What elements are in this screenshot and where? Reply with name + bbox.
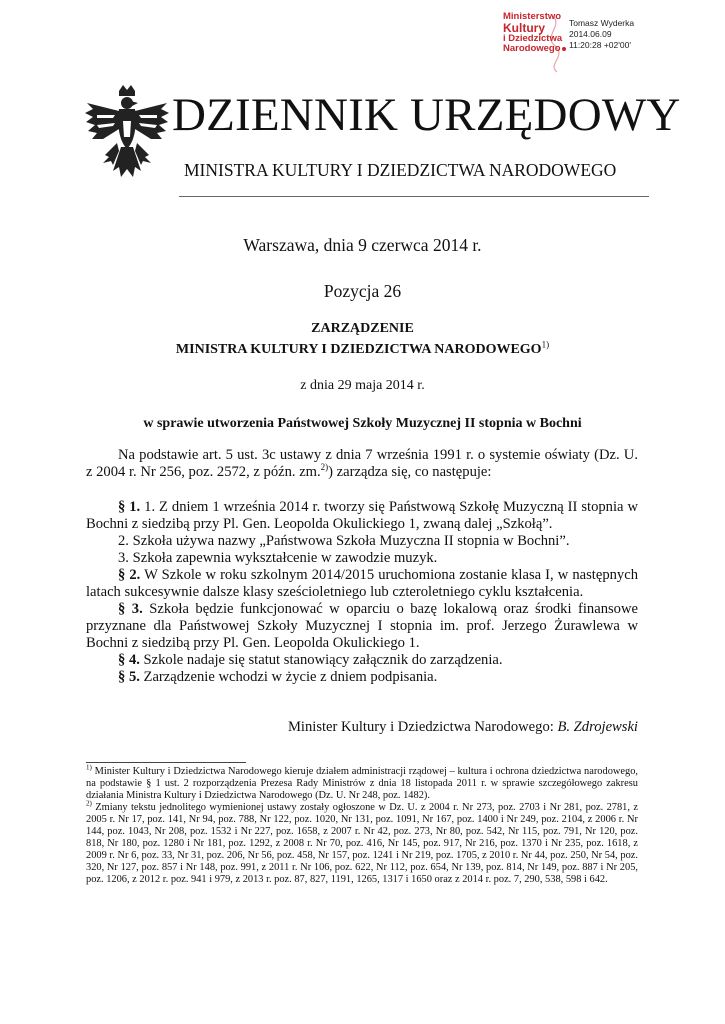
ministry-logo-line: Ministerstwo	[503, 11, 562, 22]
ministry-logo-line: Kultury	[503, 21, 545, 35]
footnote-ref: 1)	[541, 339, 550, 350]
section-text: Szkole nadaje się statut stanowiący załącznik do zarządzenia.	[139, 652, 503, 668]
signature-date: 2014.06.09	[569, 29, 612, 39]
ministry-logo-line: Narodowego	[503, 43, 561, 54]
section-paragraph	[86, 550, 638, 567]
position-number: Pozycja 26	[323, 281, 402, 301]
section-paragraph	[86, 652, 638, 669]
logo-dot-icon	[562, 47, 566, 51]
signer-name: Tomasz Wyderka	[569, 18, 635, 28]
section-text: 1. Z dniem 1 września 2014 r. tworzy się Państwową Szkołę Muzyczną II stopnia w Bochni z siedzibą przy Pl. Gen. Leopolda Okulickiego 1, zwaną dalej „Szkołą”.	[86, 499, 638, 532]
section-paragraph	[86, 533, 638, 550]
footnote-mark: 1)	[86, 763, 92, 772]
section-text: 3. Szkoła zapewnia wykształcenie w zawodzie muzyk.	[118, 550, 438, 566]
signature-line	[288, 719, 638, 736]
footnote-mark: 2)	[86, 799, 92, 808]
footnote	[86, 763, 638, 802]
journal-title: DZIENNIK URZĘDOWY	[172, 89, 681, 141]
header-divider	[179, 196, 649, 197]
footnote-text: Zmiany tekstu jednolitego wymienionej ustawy zostały ogłoszone w Dz. U. z 2004 r. Nr 273, poz. 2703 i Nr 281, poz. 2781, z 2005 r. Nr 17, poz. 141, Nr 94, poz. 788, Nr 122, poz. 1020, Nr 131, poz. 1091, Nr 167, poz. 1400 i Nr 249, poz. 2104, z 2006 r. Nr 144, poz. 1043, Nr 208, poz. 1532 i Nr 227, poz. 1658, z 2007 r. Nr 42, poz. 273, Nr 80, poz. 542, Nr 115, poz. 791, Nr 120, poz. 818, Nr 180, poz. 1280 i Nr 181, poz. 1292, z 2008 r. Nr 70, poz. 416, Nr 145, poz. 917, Nr 216, poz. 1370 i Nr 235, poz. 1618, z 2009 r. Nr 6, poz. 33, Nr 31, poz. 206, Nr 56, poz. 458, Nr 157, poz. 1241 i Nr 219, poz. 1705, z 2010 r. Nr 44, poz. 250, Nr 54, poz. 320, Nr 127, poz. 857 i Nr 148, poz. 991, z 2011 r. Nr 106, poz. 622, Nr 112, poz. 654, Nr 139, poz. 814, Nr 149, poz. 887 i Nr 205, poz. 1206, z 2012 r. poz. 941 i 979, z 2013 r. poz. 87, 827, 1191, 1265, 1317 i 1650 oraz z 2014 r. poz. 7, 290, 538, 598 i 642.	[86, 802, 638, 885]
section-mark: § 4.	[118, 652, 140, 668]
footnotes	[86, 763, 638, 886]
act-sections	[86, 499, 638, 686]
section-paragraph	[86, 567, 638, 601]
signatory-name: B. Zdrojewski	[557, 719, 638, 735]
intro-text-end: ) zarządza się, co następuje:	[328, 464, 492, 480]
section-text: Szkoła będzie funkcjonować w oparciu o bazę lokalową oraz środki finansowe przyznane dla Państwowej Szkoły Muzycznej I stopnia im. prof. Jerzego Żurawlewa w Bochni z siedzibą przy Pl. Gen. Leopolda Okulickiego 1.	[86, 601, 638, 651]
polish-eagle-emblem-icon	[83, 85, 171, 185]
intro-text: Na podstawie art. 5 ust. 3c ustawy z dnia 7 września 1991 r. o systemie oświaty (Dz. U. z 2004 r. Nr 256, poz. 2572, z późn. zm.	[86, 447, 638, 480]
place-and-date: Warszawa, dnia 9 czerwca 2014 r.	[243, 235, 482, 255]
signatory-role: Minister Kultury i Dziedzictwa Narodowego:	[287, 719, 558, 735]
section-paragraph	[86, 669, 638, 686]
act-date: z dnia 29 maja 2014 r.	[300, 378, 425, 393]
section-paragraph	[86, 601, 638, 652]
section-text: Zarządzenie wchodzi w życie z dniem podpisania.	[139, 669, 438, 685]
act-type: ZARZĄDZENIE	[311, 321, 414, 336]
electronic-signature-stamp	[503, 12, 663, 68]
footnote-divider	[86, 762, 246, 763]
signature-details	[569, 18, 634, 51]
intro-paragraph	[86, 447, 638, 481]
ministry-logo	[503, 12, 566, 54]
signature-time: 11:20:28 +02'00'	[569, 40, 631, 50]
act-issuer: MINISTRA KULTURY I DZIEDZICTWA NARODOWEGO	[175, 342, 542, 357]
section-mark: § 5.	[118, 669, 140, 685]
section-text: W Szkole w roku szkolnym 2014/2015 uruchomiona zostanie klasa I, w następnych latach sukcesywnie dalsze klasy sześcioletniego lub czteroletniego cyklu kształcenia.	[86, 567, 639, 600]
act-subject: w sprawie utworzenia Państwowej Szkoły Muzycznej II stopnia w Bochni	[143, 416, 582, 431]
journal-subtitle: MINISTRA KULTURY I DZIEDZICTWA NARODOWEGO	[184, 160, 617, 180]
section-mark: § 2.	[118, 567, 141, 583]
ministry-logo-line: i Dziedzictwa	[503, 33, 563, 44]
section-text: 2. Szkoła używa nazwy „Państwowa Szkoła Muzyczna II stopnia w Bochni”.	[118, 533, 570, 549]
footnote	[86, 799, 638, 886]
act-issuer-line	[0, 339, 725, 358]
footnote-ref: 2)	[320, 462, 329, 473]
section-paragraph	[86, 499, 638, 533]
footnote-text: Minister Kultury i Dziedzictwa Narodowego kieruje działem administracji rządowej – kultura i ochrona dziedzictwa narodowego, na podstawie § 1 ust. 2 rozporządzenia Prezesa Rady Ministrów z dnia 18 listopada 2011 r. w sprawie szczegółowego zakresu działania Ministra Kultury i Dziedzictwa Narodowego (Dz. U. Nr 248, poz. 1482).	[86, 766, 638, 801]
section-mark: § 1.	[118, 499, 141, 515]
section-mark: § 3.	[118, 601, 143, 617]
